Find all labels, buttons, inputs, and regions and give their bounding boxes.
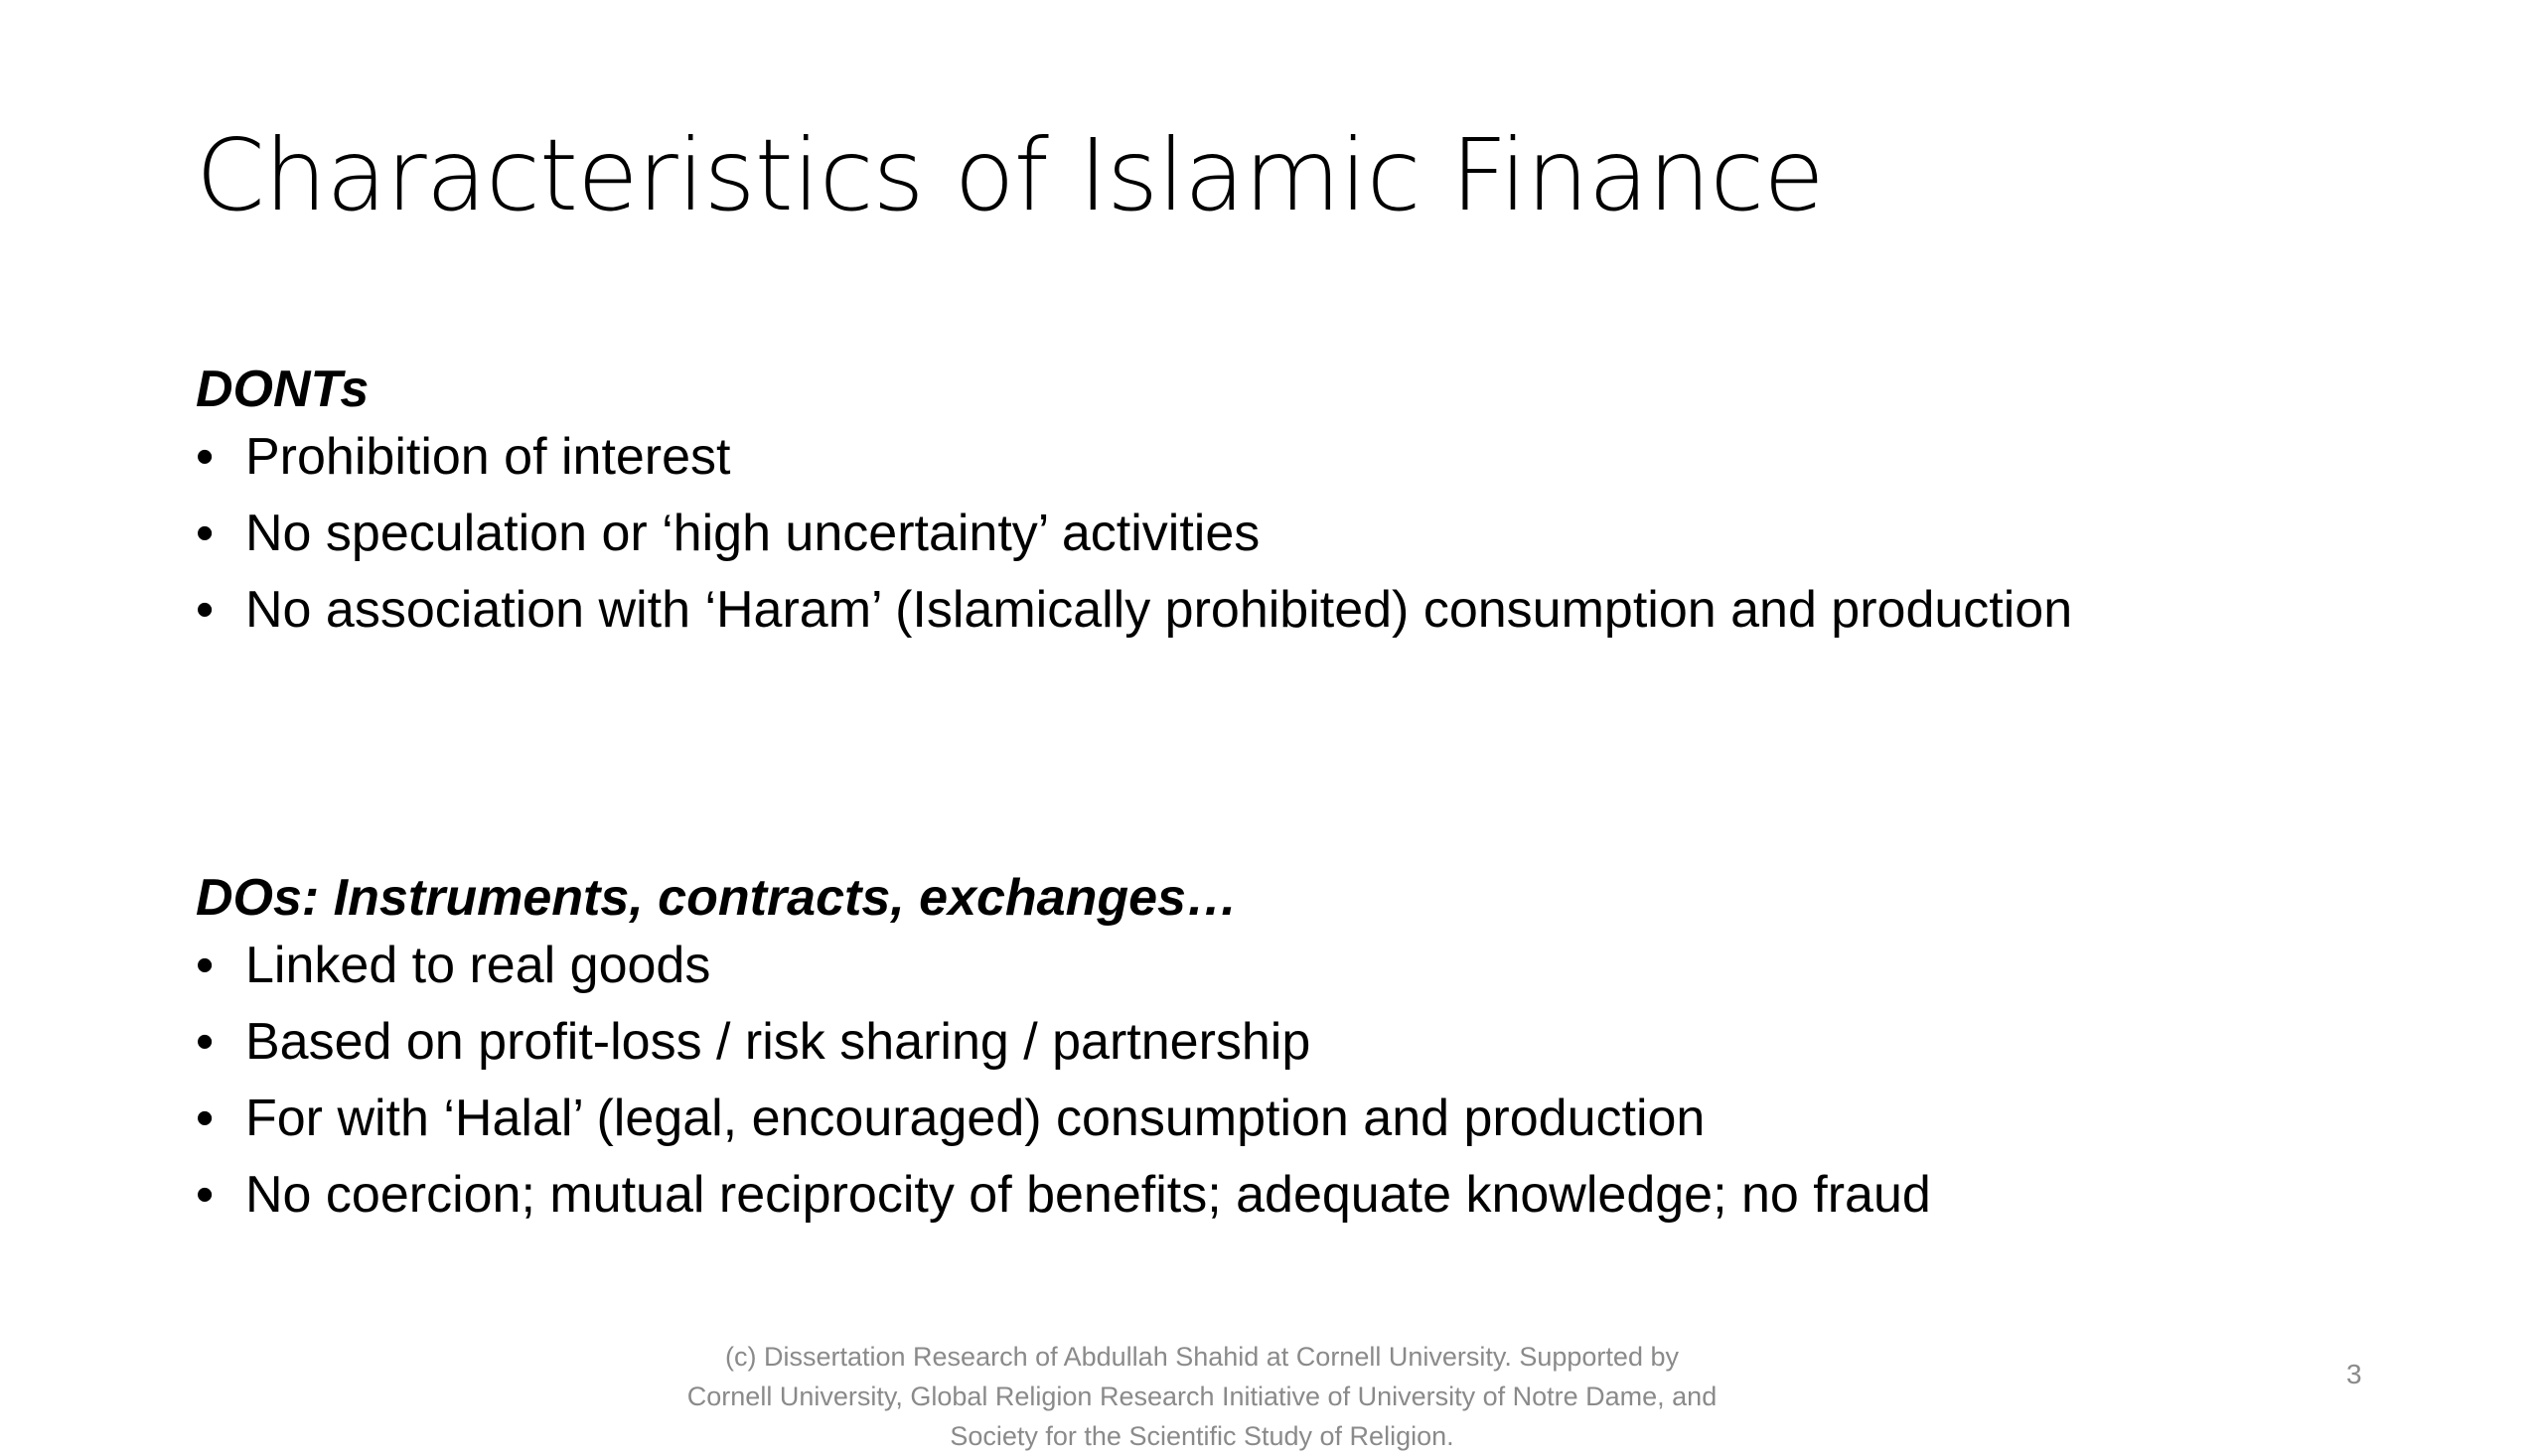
bullet-icon: •: [196, 428, 215, 486]
bullet-icon: •: [196, 937, 215, 994]
bullet-icon: •: [196, 1090, 215, 1147]
list-item: [196, 1166, 2083, 1224]
list-item-text: Linked to real goods: [245, 937, 711, 994]
bullet-icon: •: [196, 505, 215, 562]
bullet-icon: •: [196, 1013, 215, 1071]
list-item-text: For with ‘Halal’ (legal, encouraged) consumption and production: [245, 1090, 1706, 1147]
list-item-text: Prohibition of interest: [245, 428, 731, 486]
list-item-text: No speculation or ‘high uncertainty’ activities: [245, 505, 1261, 562]
list-item: [196, 505, 2083, 562]
list-item: [196, 937, 2083, 994]
list-item: [196, 581, 2083, 639]
dos-list: [196, 937, 2083, 1224]
dos-section: [196, 866, 2083, 1245]
donts-section: [196, 358, 2083, 660]
list-item: [196, 1090, 2083, 1147]
donts-heading: DONTs: [196, 361, 370, 418]
list-item: [196, 428, 2083, 486]
list-item-text: Based on profit-loss / risk sharing / partnership: [245, 1013, 1311, 1071]
footer-text: (c) Dissertation Research of Abdullah Shahid at Cornell University. Supported by Cornell University, Global Religion Research Initiative of University of Notre Dame, and Society for the Scientific Study of Religion.: [686, 1342, 1718, 1451]
bullet-icon: •: [196, 581, 215, 639]
page-number: 3: [2346, 1359, 2362, 1389]
dos-heading: DOs: Instruments, contracts, exchanges…: [196, 869, 1238, 927]
bullet-icon: •: [196, 1166, 215, 1224]
list-item: [196, 1013, 2083, 1071]
list-item-text: No association with ‘Haram’ (Islamically prohibited) consumption and production: [245, 581, 2073, 639]
donts-list: [196, 428, 2083, 639]
slide-title: Characteristics of Islamic Finance: [196, 117, 1824, 233]
list-item-text: No coercion; mutual reciprocity of benefits; adequate knowledge; no fraud: [245, 1166, 1931, 1224]
